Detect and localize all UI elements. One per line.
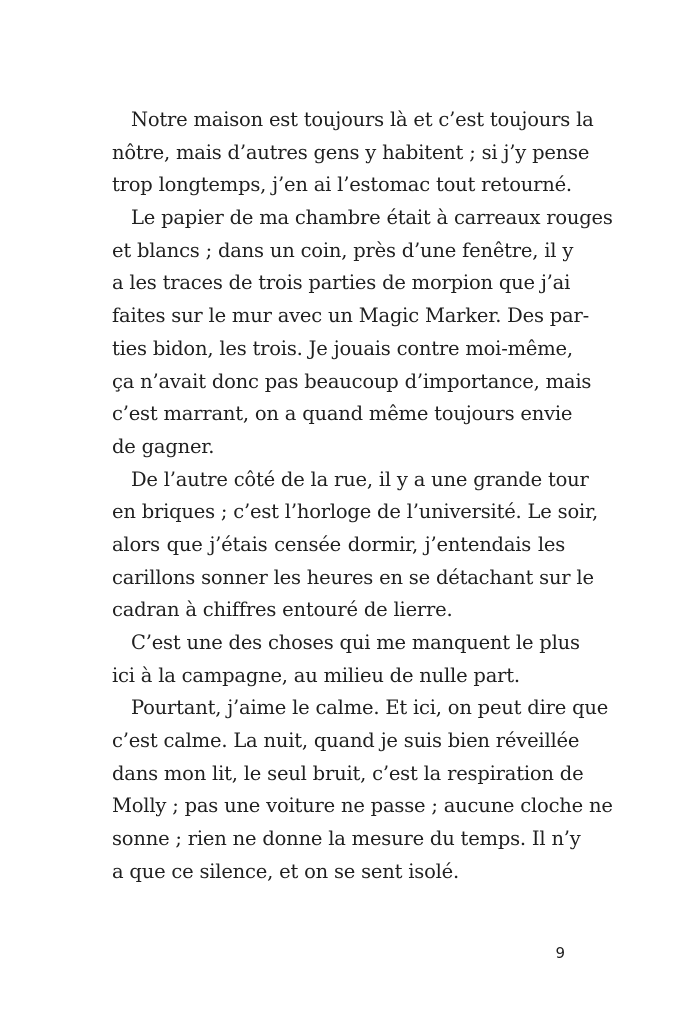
text-line: Notre maison est toujours là et c’est toujours la — [131, 108, 594, 131]
body-text — [112, 104, 613, 889]
paragraph — [112, 464, 599, 627]
text-line: a les traces de trois parties de morpion que j’ai — [112, 271, 571, 295]
text-line: nôtre, mais d’autres gens y habitent ; si j’y pense — [112, 140, 590, 164]
text-line: Molly ; pas une voiture ne passe ; aucune cloche ne — [112, 794, 613, 818]
text-line: c’est marrant, on a quand même toujours envie — [112, 402, 573, 426]
paragraph — [112, 692, 613, 888]
text-line: carillons sonner les heures en se détachant sur le — [112, 565, 594, 589]
text-line: trop longtemps, j’en ai l’estomac tout retourné. — [112, 173, 572, 197]
page-number: 9 — [555, 944, 565, 962]
text-line: c’est calme. La nuit, quand je suis bien réveillée — [112, 729, 580, 753]
text-line: et blancs ; dans un coin, près d’une fenêtre, il y — [112, 238, 574, 262]
text-line: a que ce silence, et on se sent isolé. — [112, 859, 460, 883]
text-line: ici à la campagne, au milieu de nulle part. — [112, 663, 520, 687]
text-line: cadran à chiffres entouré de lierre. — [112, 598, 453, 622]
text-line: dans mon lit, le seul bruit, c’est la respiration de — [112, 761, 584, 785]
paragraph — [112, 202, 613, 464]
text-line: Pourtant, j’aime le calme. Et ici, on peut dire que — [131, 696, 609, 720]
paragraph — [112, 627, 580, 692]
text-line: sonne ; rien ne donne la mesure du temps. Il n’y — [112, 827, 581, 851]
text-line: alors que j’étais censée dormir, j’entendais les — [112, 532, 565, 556]
text-line: De l’autre côté de la rue, il y a une grande tour — [131, 467, 589, 491]
text-line: en briques ; c’est l’horloge de l’université. Le soir, — [112, 500, 599, 524]
text-line: faites sur le mur avec un Magic Marker. Des par- — [112, 304, 589, 328]
text-line: de gagner. — [112, 434, 215, 458]
text-line: ça n’avait donc pas beaucoup d’importance, mais — [112, 369, 592, 393]
text-line: ties bidon, les trois. Je jouais contre moi-même, — [112, 336, 573, 360]
text-line: C’est une des choses qui me manquent le plus — [131, 631, 580, 654]
text-line: Le papier de ma chambre était à carreaux rouges — [131, 206, 613, 230]
paragraph — [112, 104, 594, 202]
